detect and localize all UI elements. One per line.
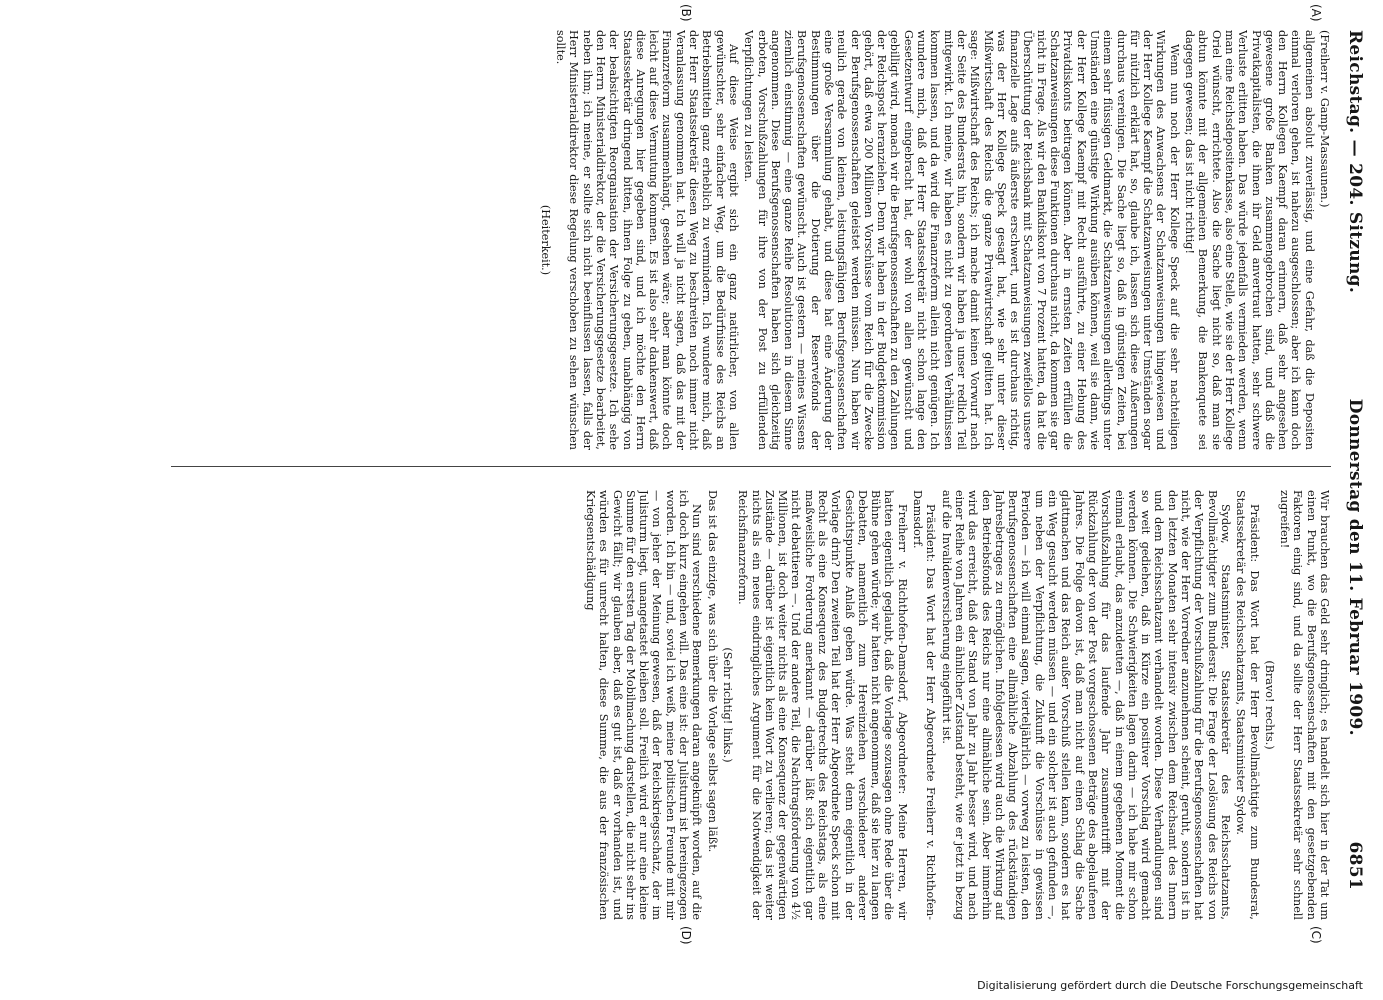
paragraph: Präsident: Das Wort hat der Herr Abgeordnete Freiherr v. Richthofen-Damsdorf. bbox=[911, 490, 938, 920]
paragraph: Auf diese Weise ergibt sich ein ganz natürlicher, von allen gewünschter, sehr einfacher Weg, um die Bedürfnisse des Reichs an Betriebsmitteln ganz erheblich zu vermindern. Ich wundere mich, daß der Herr Staatssekretär diesen Weg zu beschreiten noch immer nicht Veranlassung genommen hat. Ich will ja nicht sagen, daß das mit der Finanzreform zusammenhängt, gesehen wäre; aber man könnte doch leicht auf diese Vermutung kommen. Es ist also sehr dankenswert, daß diese Anregungen hier gegeben sind, und ich möchte den Herrn Staatssekretär dringend bitten, ihnen Folge zu geben, unabhängig von der beabsichtigten Reorganisation der Versicherungsgesetze. Ich sehe den Herrn Ministerialdirektor, der die Versicherungsgesetze bearbeitet, neben ihm; ich meine, er sollte sich nicht beeinflussen lassen, falls der Herr Ministerialdirektor diese Regelung verschoben zu sehen wünschen sollte. bbox=[554, 30, 740, 450]
page-header bbox=[1337, 30, 1365, 890]
column-divider bbox=[171, 466, 1331, 467]
page-number: 6851 bbox=[1345, 841, 1365, 890]
paragraph: (Bravo! rechts.) bbox=[1262, 660, 1276, 750]
paragraph: Das ist das einzige, was sich über die Vorlage selbst sagen läßt. bbox=[705, 490, 719, 853]
margin-marker-b: (B) bbox=[679, 4, 693, 22]
paragraph: Wir brauchen das Geld sehr dringlich; es handelt sich hier in der Tat um einen Punkt, wo die Berufsgenossenschaften mit den gesetzgebenden Faktoren einig sind, und da sollte der Herr Staatssekretär sehr schnell zugreifen! bbox=[1278, 490, 1331, 920]
paragraph: Wenn nun noch der Herr Kollege Speck auf die sehr nachteiligen Wirkungen des Anwachsens der Schatzanweisungen hingewiesen und der Herr Kollege Kaempf die Schatzanweisungen unter Umständen sogar für nützlich erklärt hat, so, glaube ich, lassen sich diese Äußerungen durchaus vereinigen. Die Sache liegt so, daß in günstigen Zeiten, bei einem sehr flüssigen Geldmarkt, die Schatzanweisungen allerdings unter Umständen eine günstige Wirkung ausüben können, weil sie dann, wie der Herr Kollege Kaempf mit Recht ausführte, zu einer Hebung des Privatdiskonts beitragen können. Aber in ernsten Zeiten erfüllen die Schatzanweisungen diese Funktionen durchaus nicht, da kommen sie gar nicht in Frage. Als wir den Bankdiskont von 7 Prozent hatten, da hat die Überschüttung der Reichsbank mit Schatzanweisungen zweifellos unsere finanzielle Lage aufs äußerste erschwert, und es ist durchaus richtig, was der Herr Kollege Speck gesagt hat, wie sehr unter dieser Mißwirtschaft des Reichs die ganze Privatwirtschaft gelitten hat. Ich sage: Mißwirtschaft des Reichs; ich mache damit keinen Vorwurf nach der Seite des Bundesrats hin, sondern wir haben ja unser redlich Teil mitgewirkt. Ich meine, wir haben es nicht zu geordneten Verhältnissen kommen lassen, und da wird die Finanzreform allein nicht genügen. Ich wundere mich, daß der Herr Staatssekretär nicht schon lange den Gesetzentwurf eingebracht hat, der wohl von allen gewünscht und gebilligt wird, monach wir die Berufsgenossenschaften zu den Zahlungen der Reichspost heranziehen. Denn wir haben in der Budgetkommission gehört, daß etwa 200 Millionen Vorschüsse vom Reich für die Zwecke der Berufsgenossenschaften geleistet werden müssen. Nun haben wir neulich gerade von kleinen, leistungsfähigen Berufsgenossenschaften eine große Versammlung gehabt, und diese hat eine Änderung der Bestimmungen über die Dotierung der Reservefonds der Berufsgenossenschaften gewünscht. Auch ist gestern — meines Wissens ziemlich einstimmig — eine ganze Reihe Resolutionen in diesem Sinne angenommen. Diese Berufsgenossenschaften haben sich gleichzeitig erboten, Vorschußzahlungen für ihre von der Post zu erfüllenden Verpflichtungen zu leisten. bbox=[742, 30, 1181, 450]
left-column bbox=[171, 30, 1331, 450]
right-column bbox=[171, 490, 1331, 920]
paragraph: Nun sind verschiedene Bemerkungen daran angeknüpft worden, auf die ich doch kurz eingehen will. Das eine ist: der Julisturm ist hereingezogen worden. Ich bin — und, soviel ich weiß, meine politischen Freunde mit mir — von jeher der Meinung gewesen, daß der Reichskriegsschatz, der im Julisturm liegt, unangetastet bleiben soll. Freilich wird er nur eine kleine Summe für den ersten Tag der Mobilmachung darstellen, die nicht sehr ins Gewicht fällt; wir glauben aber, daß es gut ist, daß er vorhanden ist, und würden es für unrecht halten, diese Summe, die aus der französischen Kriegsentschädigung bbox=[583, 490, 704, 920]
paragraph: (Freiherr v. Gamp-Massaunen.) bbox=[1318, 30, 1331, 208]
margin-marker-c: (C) bbox=[1309, 926, 1323, 944]
header-session: Reichstag. — 204. Sitzung. bbox=[1345, 30, 1365, 294]
paragraph: Sydow, Staatsminister, Staatssekretär des Reichsschatzamts, Bevollmächtigter zum Bundesrat: Die Frage der Loslösung des Reichs von der Verpflichtung der Vorschußzahlung für die Berufsgenossenschaften hat nicht, wie der Herr Vorredner anzunehmen scheint, geruht, sondern ist in den letzten Monaten sehr intensiv zwischen dem Reichsamt des Innern und dem Reichsschatzamt verhandelt worden. Diese Verhandlungen sind so weit gediehen, daß in Kürze ein positiver Vorschlag wird gemacht werden können. Die Schwierigkeiten lagen darin — ich habe mir schon einmal erlaubt, das anzudeuten —, daß in einem gegebenen Moment die Vorschußzahlung für das laufende Jahr zusammentrifft mit der Rückzahlung der von der Post vorgeschossenen Beträge des abgelaufenen Jahres. Die Folge davon ist, daß man nicht auf einen Schlag die Sache glattmachen und das Reich außer Vorschuß stellen kann, sondern es hat ein Weg gesucht werden müssen — und ein solcher ist auch gefunden —, um neben der Verpflichtung, die Zukunft die Vorschüsse in gewissen Perioden — ich will einmal sagen, vierteljährlich — vorweg zu leisten, den Berufsgenossenschaften eine allmähliche Abzahlung des rückständigen Jahresbetrages zu ermöglichen. Infolgedessen wird auch die Wirkung auf den Betriebsfonds des Reichs nur eine allmähliche sein. Aber immerhin wird das erreicht, daß der Stand von Jahr zu Jahr besser wird, und nach einer Reihe von Jahren ein ähnlicher Zustand besteht, wie er jetzt in bezug auf die Invalidenversicherung eingeführt ist. bbox=[939, 490, 1232, 920]
digitization-note: Digitalisierung gefördert durch die Deutsche Forschungsgemeinschaft bbox=[977, 979, 1363, 992]
margin-marker-a: (A) bbox=[1309, 4, 1323, 22]
header-date: Donnerstag den 11. Februar 1909. bbox=[1345, 398, 1365, 736]
paragraph: (Heiterkeit.) bbox=[538, 204, 552, 276]
paragraph: allgemeinen absolut zuverlässig, und eine Gefahr, daß die Depositen einmal verloren gehen, ist nahezu ausgeschlossen; aber ich kann doch den Herrn Kollegen Kaempf daran erinnern, daß sehr angesehen gewesene große Banken zusammengebrochen sind, und daß die Privatkapitalisten, die ihnen ihr Geld anvertraut hatten, sehr schwere Verluste erlitten haben. Das würde jedenfalls vermieden werden, wenn man eine Reichsdepositenkasse, also eine Stelle, wie sie der Herr Kollege Oriel wünscht, errichtete. Also die Sache liegt nicht so, daß man sie abtun könnte mit der allgemeinen Bemerkung, die Bankenquete sei dagegen gewesen; das ist nicht richtig! bbox=[1183, 30, 1316, 450]
paragraph: Freiherr v. Richthofen-Damsdorf, Abgeordneter: Meine Herren, wir hatten eigentlich geglaubt, daß die Vorlage sozusagen ohne Rede über die Bühne gehen würde; wir hatten nicht angenommen, daß sie hier zu langen Debatten, namentlich zum Hereinziehen verschiedener anderer Gesichtspunkte Anlaß geben würde. Was steht denn eigentlich in der Vorlage drin? Den zweiten Teil hat der Herr Abgeordnete Speck schon mit Recht als eine Konsequenz des Budgetrechts des Reichstags, als eine maßweisliche Forderung anerkannt — darüber läßt sich eigentlich gar nicht debattieren —. Und der andere Teil, die Nachtragsforderung von 4½ Millionen, ist doch weiter nichts als eine Konsequenz der gegenwärtigen Zustände — darüber ist eigentlich kein Wort zu verlieren; das ist weiter nichts als ein neues eindringliches Argument für die Notwendigkeit der Reichsfinanzreform. bbox=[736, 490, 909, 920]
margin-marker-d: (D) bbox=[679, 926, 693, 945]
paragraph: (Sehr richtig! links.) bbox=[720, 647, 734, 763]
paragraph: Präsident: Das Wort hat der Herr Bevollmächtigte zum Bundesrat, Staatssekretär des Reichsschatzamts, Staatsminister Sydow. bbox=[1234, 490, 1261, 920]
